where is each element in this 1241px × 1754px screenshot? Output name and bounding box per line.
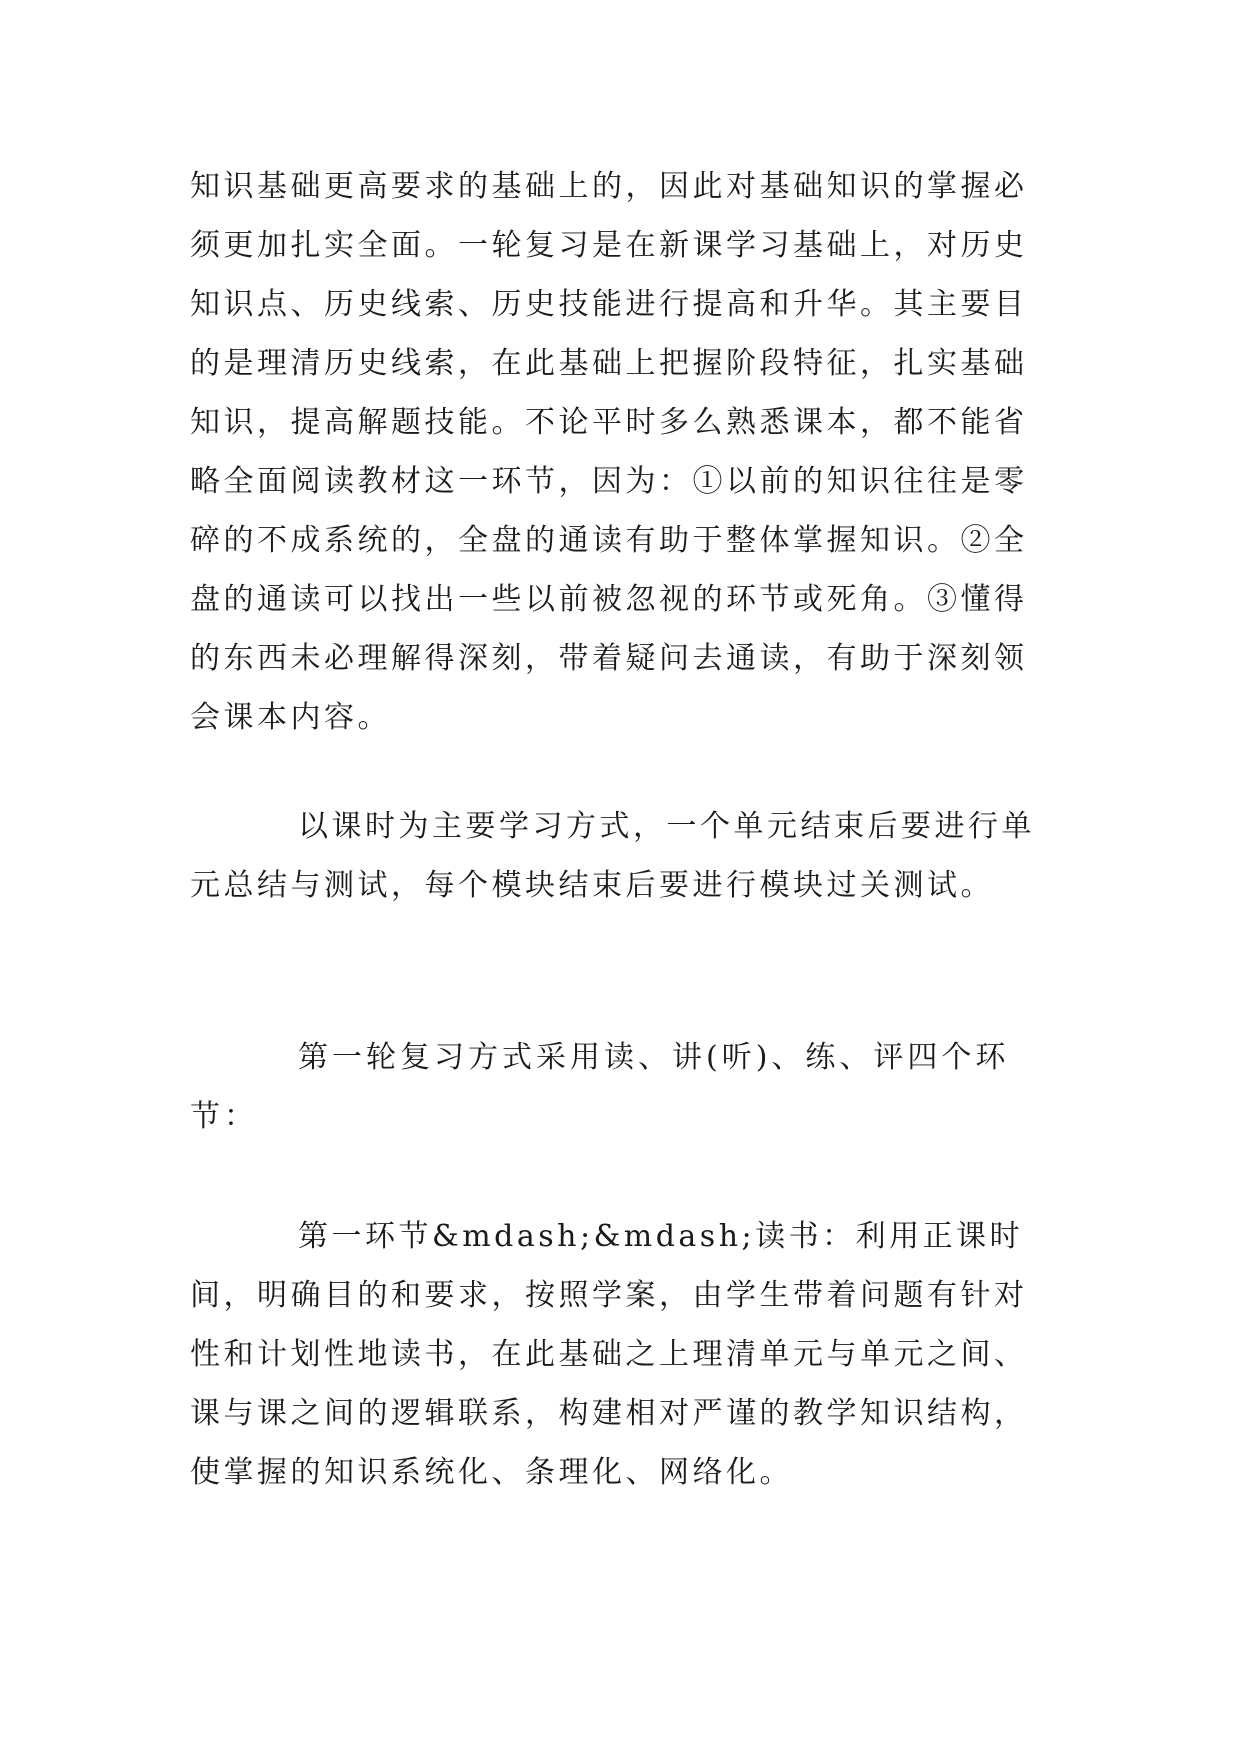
paragraph-four-steps: 第一轮复习方式采用读、讲(听)、练、评四个环节： bbox=[190, 1040, 1010, 1134]
paragraph-unit-testing: 以课时为主要学习方式，一个单元结束后要进行单元总结与测试，每个模块结束后要进行模块过关测试。 bbox=[190, 809, 1035, 903]
paragraph-step-one-reading: 第一环节&mdash;&mdash;读书：利用正课时间，明确目的和要求，按照学案，由学生带着问题有针对性和计划性地读书，在此基础之上理清单元与单元之间、课与课之间的逻辑联系，构建相对严谨的教学知识结构，使掌握的知识系统化、条理化、网络化。 bbox=[190, 1219, 1028, 1490]
paragraph-review-basics: 知识基础更高要求的基础上的，因此对基础知识的掌握必须更加扎实全面。一轮复习是在新课学习基础上，对历史知识点、历史线索、历史技能进行提高和升华。其主要目的是理清历史线索，在此基础上把握阶段特征，扎实基础知识，提高解题技能。不论平时多么熟悉课本，都不能省略全面阅读教材这一环节，因为：①以前的知识往往是零碎的不成系统的，全盘的通读有助于整体掌握知识。②全盘的通读可以找出一些以前被忽视的环节或死角。③懂得的东西未必理解得深刻，带着疑问去通读，有助于深刻领会课本内容。 bbox=[190, 169, 1028, 735]
